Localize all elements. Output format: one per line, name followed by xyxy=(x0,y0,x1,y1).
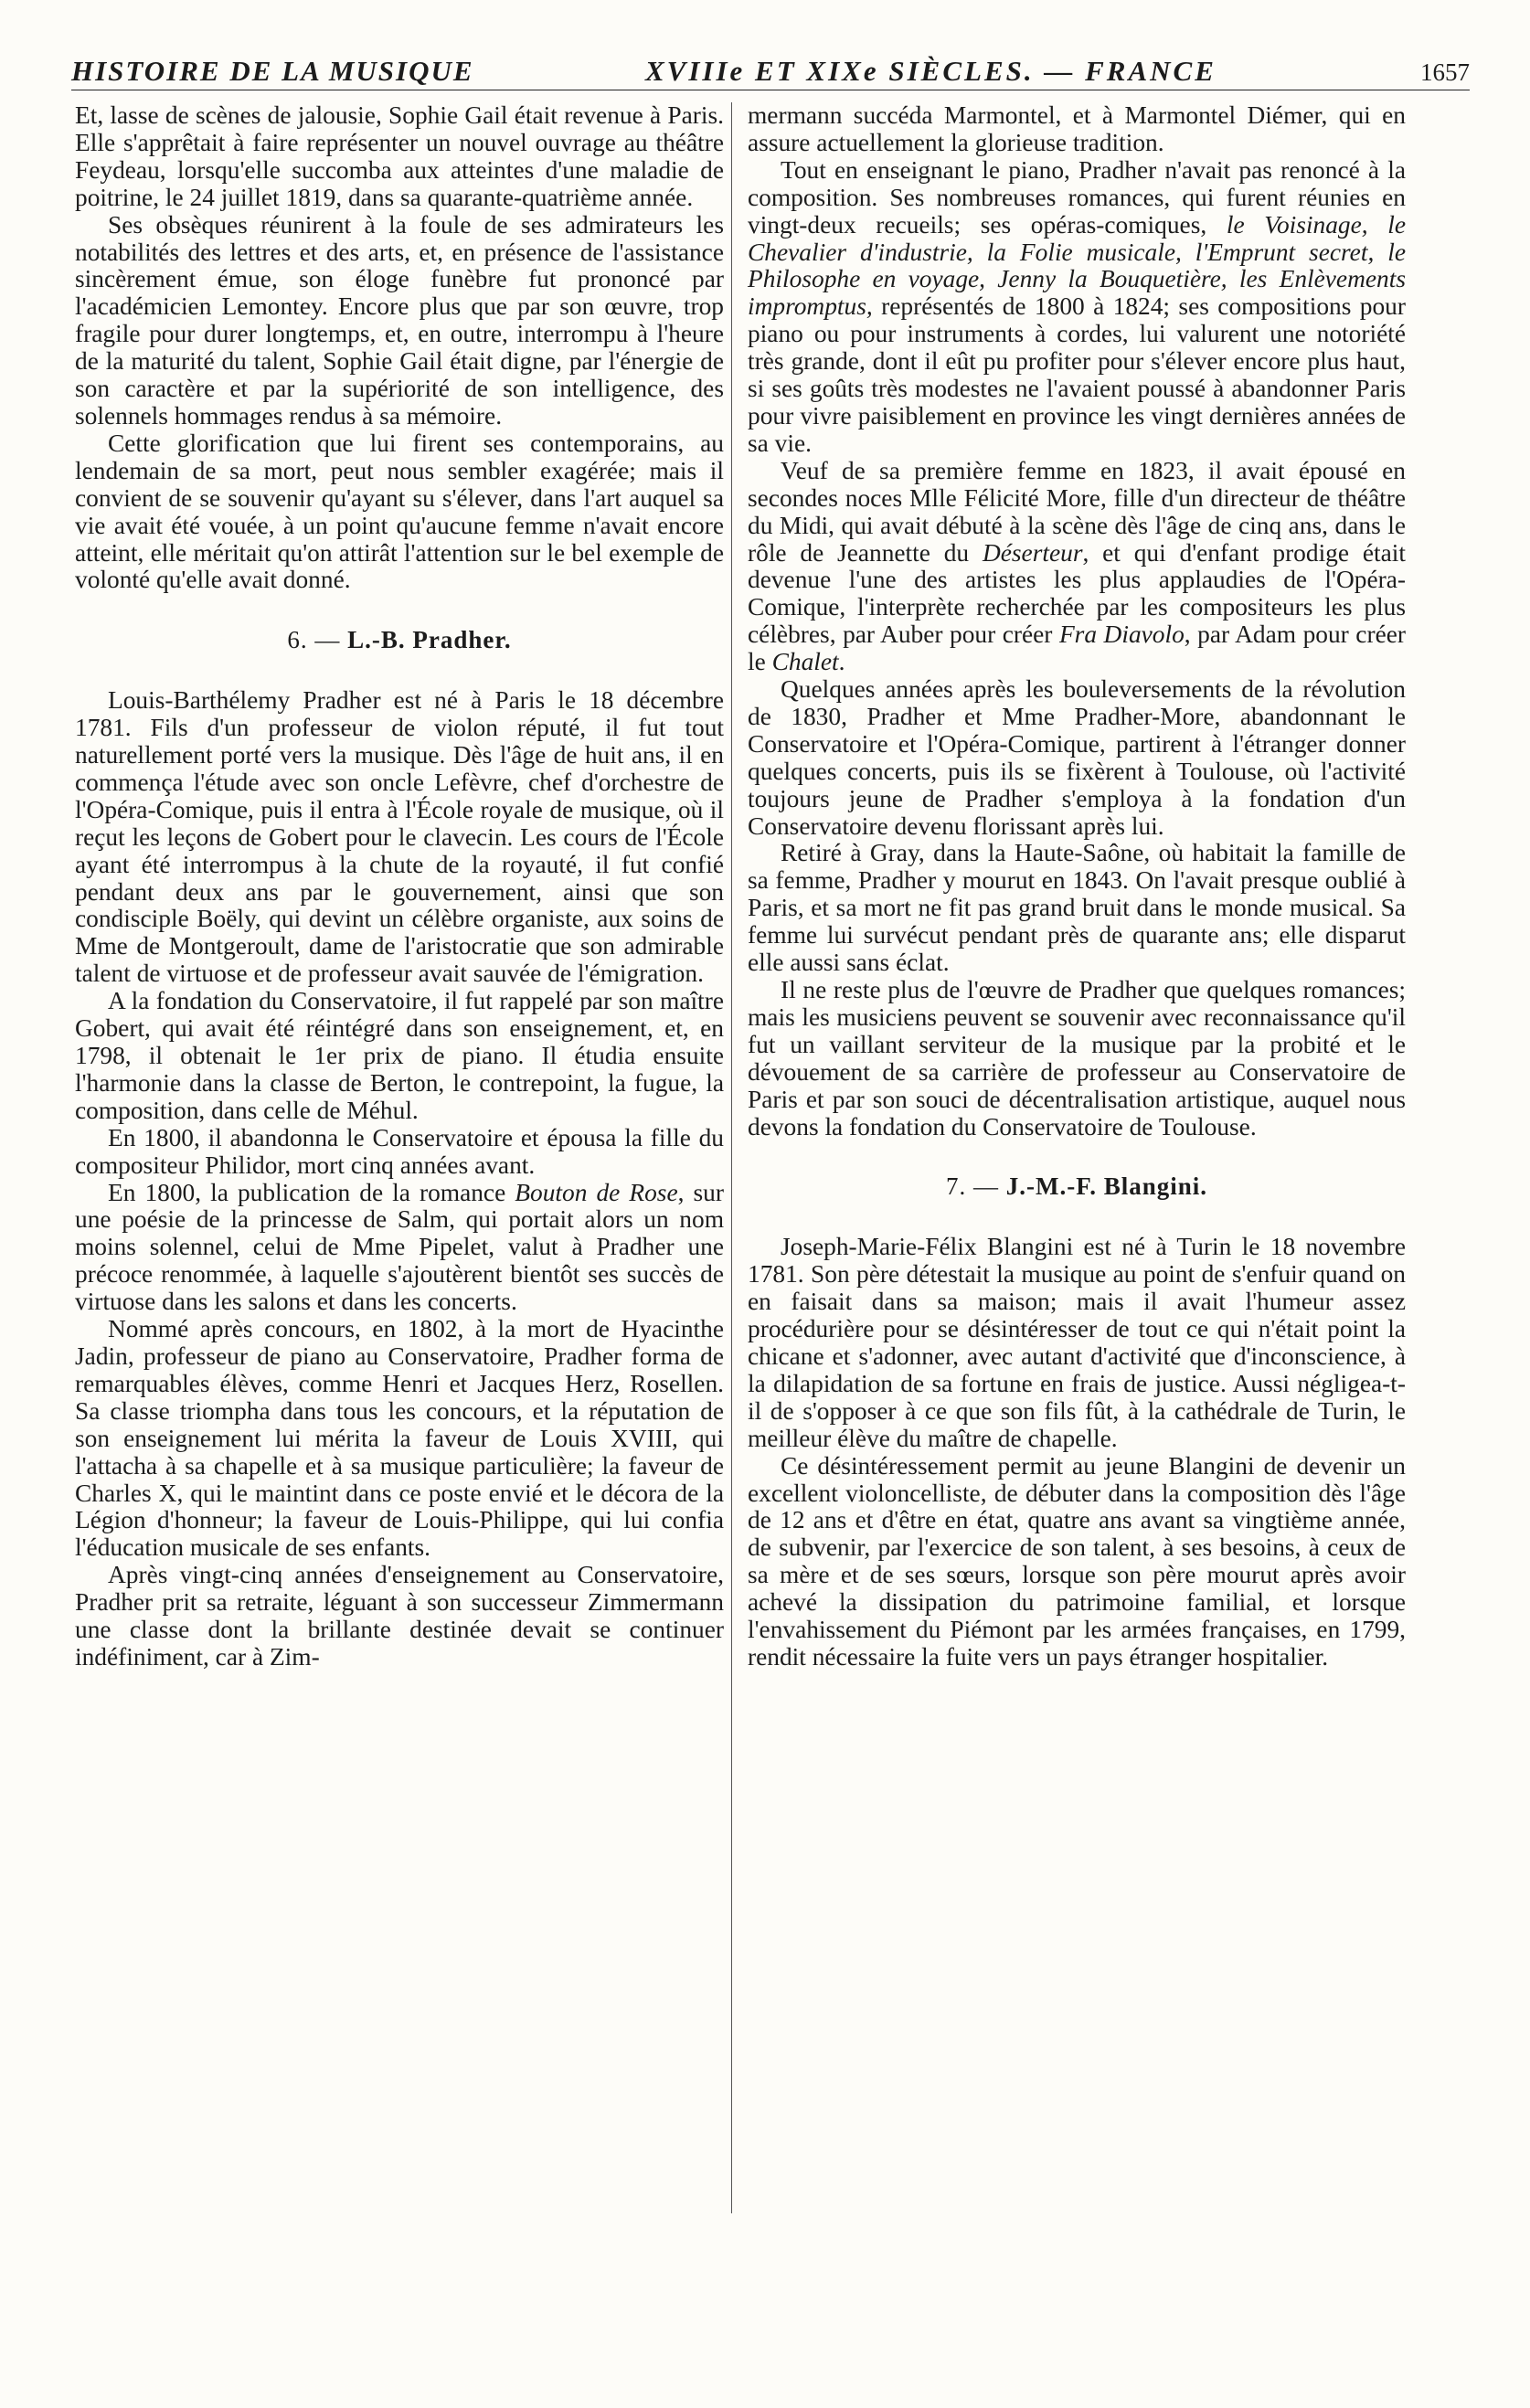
text-run: Veuf de sa première femme en 1823, il avait épousé en secondes noces Mlle Félicité More, fille d'un directeur de théâtre du Midi, qui avait débuté à la scène dès l'âge de cinq ans, dans le rôle de Jeannette du xyxy=(748,456,1406,567)
text-run: , par Adam pour créer le xyxy=(748,621,1407,676)
text-run: . xyxy=(838,648,845,676)
running-header xyxy=(71,53,1470,90)
paragraph: mermann succéda Marmontel, et à Marmontel Diémer, qui en assure actuellement la glorieuse tradition. xyxy=(748,101,1406,156)
work-titles: le Voisinage, le Chevalier d'industrie, la Folie musicale, l'Emprunt secret, le Philosophe en voyage, Jenny la Bouquetière, les Enlèvements impromptus, xyxy=(748,210,1407,321)
paragraph xyxy=(75,1180,724,1317)
section-heading-blangini xyxy=(748,1173,1406,1201)
text-run: représentés de 1800 à 1824; ses compositions pour piano ou pour instruments à cordes, lui valurent une notoriété très grande, dont il eût pu profiter pour s'élever encore plus haut, si ses goûts très modestes ne l'avaient poussé à abandonner Paris pour vivre paisiblement en province les vingt dernières années de sa vie. xyxy=(748,292,1406,457)
text-run: Tout en enseignant le piano, Pradher n'avait pas renoncé à la composition. Ses nombreuses romances, qui furent réunies en vingt-deux recueils; ses opéras-comiques, xyxy=(748,155,1406,239)
section-title: L.-B. Pradher. xyxy=(347,626,512,654)
paragraph xyxy=(748,157,1406,458)
text-run: , sur une poésie de la princesse de Salm, qui portait alors un nom moins solennel, celui de Mme Pipelet, valut à Pradher une précoce renommée, à laquelle s'ajoutèrent bientôt ses succès de virtuose dans les salons et dans les concerts. xyxy=(75,1178,724,1316)
paragraph: Louis-Barthélemy Pradher est né à Paris le 18 décembre 1781. Fils d'un professeur de violon réputé, il fut tout naturellement porté vers la musique. Dès l'âge de huit ans, il en commença l'étude avec son oncle Lefèvre, chef d'orchestre de l'Opéra-Comique, puis il entra à l'École royale de musique, où il reçut les leçons de Gobert pour le clavecin. Les cours de l'École ayant été interrompus à la chute de la royauté, il fut confié pendant deux ans par le gouvernement, ainsi que son condisciple Boëly, qui devint un célèbre organiste, aux soins de Mme de Montgeroult, dame de l'aristocratie que son admirable talent de virtuose et de professeur avait sauvée de l'émigration. xyxy=(75,686,724,988)
work-title: Chalet xyxy=(771,648,839,676)
paragraph: En 1800, il abandonna le Conservatoire et épousa la fille du compositeur Philidor, mort cinq années avant. xyxy=(75,1123,724,1179)
section-title: J.-M.-F. Blangini. xyxy=(1005,1172,1208,1201)
paragraph: Après vingt-cinq années d'enseignement au Conservatoire, Pradher prit sa retraite, léguant à son successeur Zimmermann une classe dont la brillante destinée devait se continuer indéfiniment, car à Zim- xyxy=(75,1561,724,1671)
section-heading-pradher xyxy=(75,627,724,654)
column-divider xyxy=(731,102,732,2213)
work-title: Déserteur xyxy=(982,538,1083,567)
header-center-title: XVIIIe ET XIXe SIÈCLES. — FRANCE xyxy=(645,55,1217,87)
section-number: 6. — xyxy=(287,626,341,654)
work-title: Fra Diavolo xyxy=(1058,621,1185,649)
paragraph: Retiré à Gray, dans la Haute-Saône, où habitait la famille de sa femme, Pradher y mourut en 1843. On l'avait presque oublié à Paris, et sa mort ne fit pas grand bruit dans le monde musical. Sa femme lui survécut pendant près de quarante ans; elle disparut elle aussi sans éclat. xyxy=(748,839,1406,977)
header-left-title: HISTOIRE DE LA MUSIQUE xyxy=(71,55,474,87)
paragraph: Joseph-Marie-Félix Blangini est né à Turin le 18 novembre 1781. Son père détestait la musique au point de s'enfuir quand on en faisait dans sa maison; mais il avait l'humeur assez procédurière pour se désintéresser de tout ce qui n'était point la chicane et s'adonner, avec autant d'activité que d'inconscience, à la dilapidation de sa fortune en frais de justice. Aussi négligea-t-il de s'opposer à ce que son fils fût, à la cathédrale de Turin, le meilleur élève du maître de chapelle. xyxy=(748,1233,1406,1452)
paragraph: Ce désintéressement permit au jeune Blangini de devenir un excellent violoncelliste, de débuter dans la composition dès l'âge de 12 ans et d'être en état, quatre ans avant sa vingtième année, de subvenir, par l'exercice de son talent, à ses besoins, à ceux de sa mère et de ses sœurs, lorsque son père mourut après avoir achevé la dissipation du patrimoine familial, et lorsque l'envahissement du Piémont par les armées françaises, en 1799, rendit nécessaire la fuite vers un pays étranger hospitalier. xyxy=(748,1451,1406,1671)
page-number: 1657 xyxy=(1420,58,1470,86)
paragraph: Et, lasse de scènes de jalousie, Sophie Gail était revenue à Paris. Elle s'apprêtait à faire représenter un nouvel ouvrage au théâtre Feydeau, lorsqu'elle succomba aux atteintes d'une maladie de poitrine, le 24 juillet 1819, dans sa quarante-quatrième année. xyxy=(75,101,724,211)
work-title: Bouton de Rose xyxy=(515,1178,678,1206)
paragraph: Nommé après concours, en 1802, à la mort de Hyacinthe Jadin, professeur de piano au Conservatoire, Pradher forma de remarquables élèves, comme Henri et Jacques Herz, Rosellen. Sa classe triompha dans tous les concours, et la réputation de son enseignement lui mérita la faveur de Louis XVIII, qui l'attacha à sa chapelle et à sa musique particulière; la faveur de Charles X, qui le maintint dans ce poste envié et le décora de la Légion d'honneur; la faveur de Louis-Philippe, qui lui confia l'éducation musicale de ses enfants. xyxy=(75,1315,724,1562)
paragraph: Ses obsèques réunirent à la foule de ses admirateurs les notabilités des lettres et des arts, et, en présence de l'assistance sincèrement émue, son éloge funèbre fut prononcé par l'académicien Lemontey. Encore plus que par son œuvre, trop fragile pour durer longtemps, et, en outre, interrompu à l'heure de la maturité du talent, Sophie Gail était digne, par l'énergie de son caractère et par la supériorité de son intelligence, des solennels hommages rendus à sa mémoire. xyxy=(75,210,724,430)
section-number: 7. — xyxy=(945,1172,999,1201)
paragraph: Il ne reste plus de l'œuvre de Pradher que quelques romances; mais les musiciens peuvent se souvenir avec reconnaissance qu'il fut un vaillant serviteur de la musique par la probité et le dévouement de sa carrière de professeur au Conservatoire de Paris et par son souci de décentralisation artistique, auquel nous devons la fondation du Conservatoire de Toulouse. xyxy=(748,976,1406,1140)
left-column xyxy=(75,102,724,1671)
text-run: En 1800, la publication de la romance xyxy=(108,1178,515,1206)
text-run: , et qui d'enfant prodige était devenue l'une des artistes les plus applaudies de l'Opéra-Comique, l'interprète recherchée par les compositeurs les plus célèbres, par Auber pour créer xyxy=(748,538,1406,649)
paragraph: Quelques années après les bouleversements de la révolution de 1830, Pradher et Mme Pradher-More, abandonnant le Conservatoire et l'Opéra-Comique, partirent à l'étranger donner quelques concerts, puis ils se fixèrent à Toulouse, où l'activité toujours jeune de Pradher s'employa à la fondation d'un Conservatoire devenu florissant après lui. xyxy=(748,675,1406,840)
right-column xyxy=(748,102,1406,1671)
paragraph: Cette glorification que lui firent ses contemporains, au lendemain de sa mort, peut nous sembler exagérée; mais il convient de se souvenir qu'ayant su s'élever, dans l'art auquel sa vie avait été vouée, à un point qu'aucune femme n'avait encore atteint, elle méritait qu'on attirât l'attention sur le bel exemple de volonté qu'elle avait donné. xyxy=(75,429,724,594)
paragraph: A la fondation du Conservatoire, il fut rappelé par son maître Gobert, qui avait été réintégré dans son enseignement, et, en 1798, il obtenait le 1er prix de piano. Il étudia ensuite l'harmonie dans la classe de Berton, le contrepoint, la fugue, la composition, dans celle de Méhul. xyxy=(75,987,724,1124)
paragraph xyxy=(748,458,1406,676)
